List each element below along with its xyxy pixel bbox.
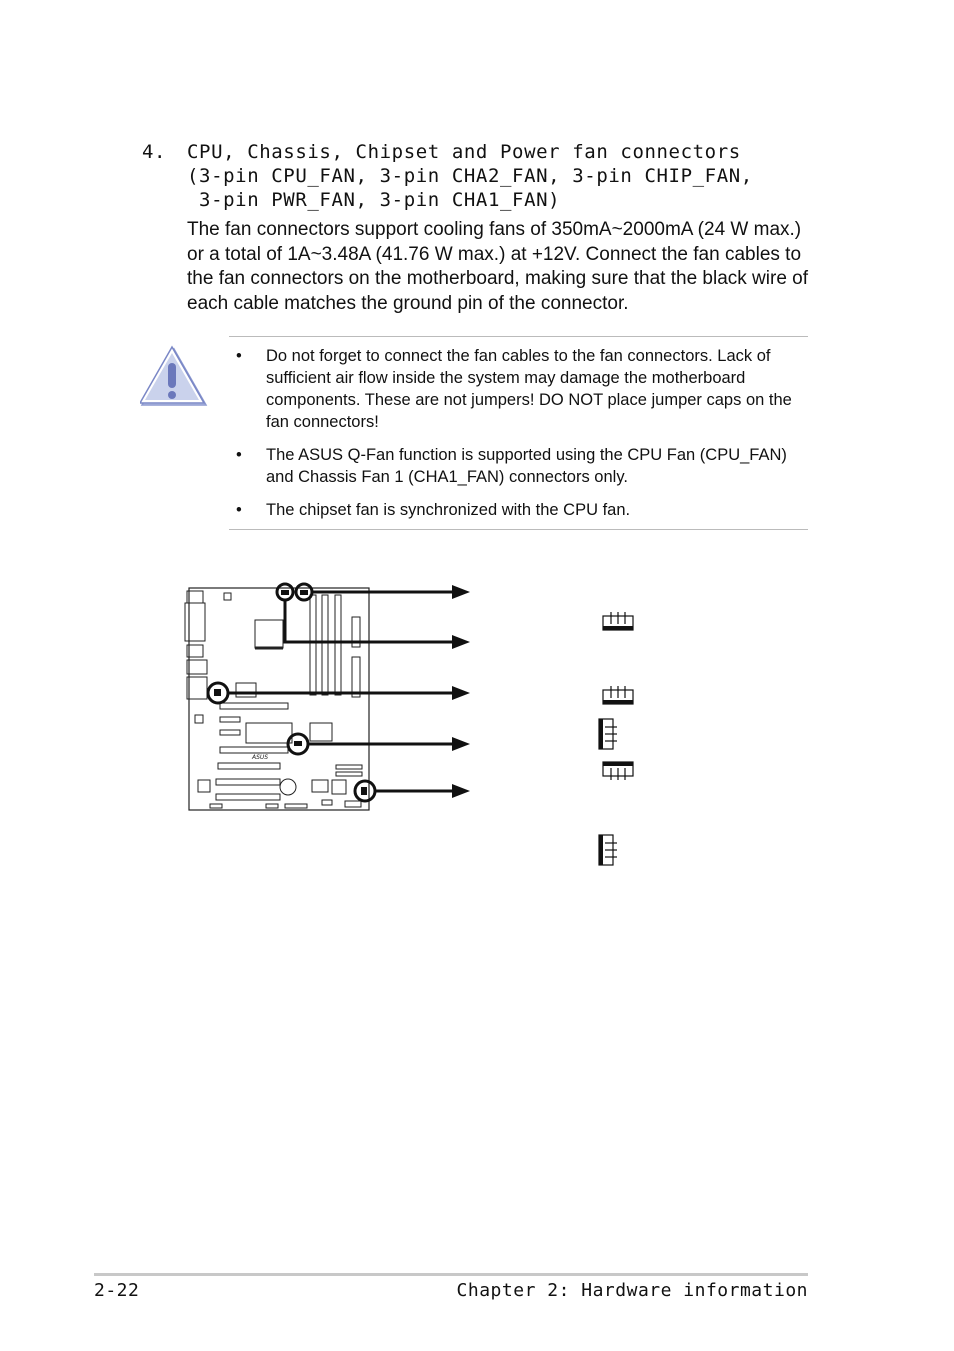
bullet: • <box>236 446 242 464</box>
bullet: • <box>236 347 242 365</box>
heading-line-3: 3-pin PWR_FAN, 3-pin CHA1_FAN) <box>187 189 561 211</box>
chassis-fan1-connector-icon <box>597 834 617 866</box>
warning-triangle-icon <box>140 345 208 409</box>
svg-text:ASUS: ASUS <box>252 754 269 761</box>
note-item-text: The chipset fan is synchronized with the CPU fan. <box>266 501 631 519</box>
page-number: 2-22 <box>94 1280 140 1301</box>
bullet: • <box>236 501 242 519</box>
note-item <box>229 444 808 488</box>
chipset-fan-connector-icon <box>602 686 634 706</box>
note-item-text: Do not forget to connect the fan cables to the fan connectors. Lack of sufficient air flow inside the system may damage the motherboard components. These are not jumpers! DO NOT place jumper caps on the fan connectors! <box>266 347 792 431</box>
chapter-title: Chapter 2: Hardware information <box>456 1280 808 1301</box>
heading-line-1: CPU, Chassis, Chipset and Power fan connectors <box>187 141 741 163</box>
warning-note <box>229 336 808 530</box>
note-item-text: The ASUS Q-Fan function is supported using the CPU Fan (CPU_FAN) and Chassis Fan 1 (CHA1_FAN) connectors only. <box>266 446 787 486</box>
heading-line-2: (3-pin CPU_FAN, 3-pin CHA2_FAN, 3-pin CHIP_FAN, <box>187 165 753 187</box>
cpu-fan-connector-icon <box>602 612 634 632</box>
note-item <box>229 345 808 433</box>
footer-rule <box>94 1273 808 1276</box>
note-item <box>229 499 808 521</box>
chassis-fan2-connector-icon <box>597 718 617 750</box>
body-paragraph: The fan connectors support cooling fans of 350mA~2000mA (24 W max.) or a total of 1A~3.48A (41.76 W max.) at +12V. Connect the fan cables to the fan connectors on the motherboard, making sure that the black wire of each cable matches the ground pin of the connector. <box>187 219 809 314</box>
section-number: 4. <box>142 141 167 163</box>
power-fan-connector-icon <box>602 760 634 780</box>
motherboard-fan-diagram <box>180 575 480 820</box>
